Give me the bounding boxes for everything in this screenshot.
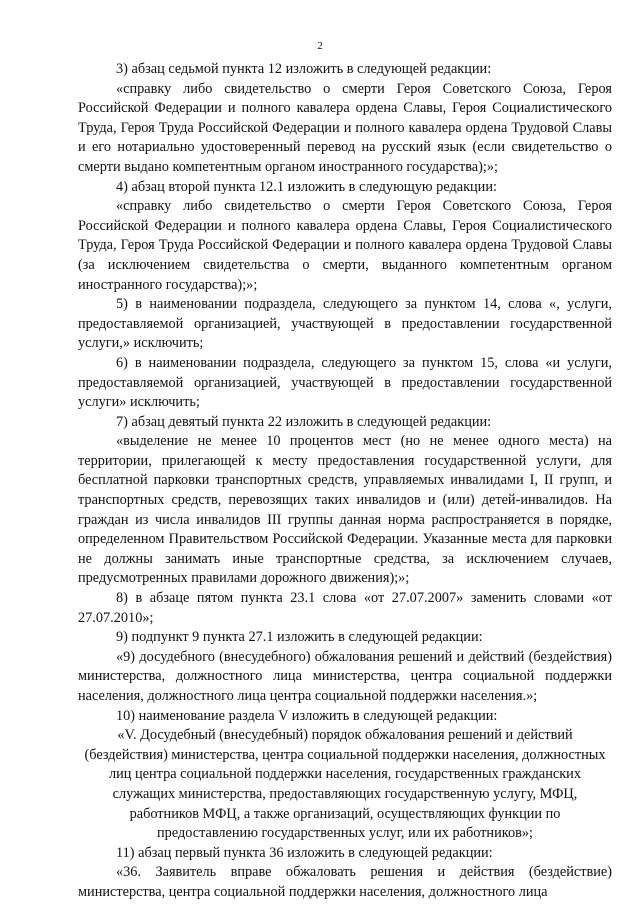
paragraph-quote-death-certificate: «справку либо свидетельство о смерти Героя Советского Союза, Героя Российской Федерации и полного кавалера ордена Славы, Героя Социалистического Труда, Героя Труда Российской Федерации и полного кавалера ордена Трудовой Славы и его нотариально удостоверенный перевод на русский язык (если свидетельство о смерти выдано компетентным органом иностранного государства);»; <box>78 80 612 175</box>
paragraph-item-5: 5) в наименовании подраздела, следующего за пунктом 14, слова «, услуги, предоставляемой организацией, участвующей в предоставлении государственной услуги,» исключить; <box>78 296 612 352</box>
paragraph-item-7: 7) абзац девятый пункта 22 изложить в следующей редакции: <box>116 413 492 430</box>
paragraph-quote-item-36: «36. Заявитель вправе обжаловать решения и действия (бездействие) министерства, центра социальной поддержки населения, должностного лица <box>78 864 612 900</box>
paragraph-quote-appeal: «9) досудебного (внесудебного) обжалования решений и действий (бездействия) министерства, должностного лица министерства, центра социальной поддержки населения, должностного лица центра социальной поддержки населения.»; <box>78 648 612 704</box>
section-v-heading: «V. Досудебный (внесудебный) порядок обжалования решений и действий (бездействия) министерства, центра социальной поддержки населения, должностных лиц центра социальной поддержки населения, государственных гражданских служащих министерства, предоставляющих государственную услугу, МФЦ, работников МФЦ, а также организаций, осуществляющих функции по предоставлению государственных услуг, или их работников»; <box>84 727 606 842</box>
paragraph-item-4: 4) абзац второй пункта 12.1 изложить в следующую редакции: <box>116 178 497 195</box>
paragraph-item-8: 8) в абзаце пятом пункта 23.1 слова «от 27.07.2007» заменить словами «от 27.07.2010»; <box>78 590 612 626</box>
page-number: 2 <box>317 40 323 52</box>
document-body <box>78 60 612 903</box>
paragraph-item-11: 11) абзац первый пункта 36 изложить в следующей редакции: <box>116 844 493 861</box>
paragraph-quote-parking: «выделение не менее 10 процентов мест (но не менее одного места) на территории, прилегающей к месту предоставления государственной услуги, для бесплатной парковки транспортных средств, управляемых инвалидами I, II групп, и транспортных средств, перевозящих таких инвалидов и (или) детей-инвалидов. На граждан из числа инвалидов III группы данная норма распространяется в порядке, определенном Правительством Российской Федерации. Указанные места для парковки не должны занимать иные транспортные средства, за исключением случаев, предусмотренных правилами дорожного движения);»; <box>78 433 612 587</box>
paragraph-item-10: 10) наименование раздела V изложить в следующей редакции: <box>116 707 498 724</box>
paragraph-item-6: 6) в наименовании подраздела, следующего за пунктом 15, слова «и услуги, предоставляемой организацией, участвующей в предоставлении государственной услуги» исключить; <box>78 354 612 411</box>
paragraph-item-9: 9) подпункт 9 пункта 27.1 изложить в следующей редакции: <box>116 629 483 646</box>
paragraph-quote-death-certificate-2: «справку либо свидетельство о смерти Героя Советского Союза, Героя Российской Федерации и полного кавалера ордена Славы, Героя Социалистического Труда, Героя Труда Российской Федерации и полного кавалера ордена Трудовой Славы (за исключением свидетельства о смерти, выданного компетентным органом иностранного государства);»; <box>78 198 612 293</box>
paragraph-item-3: 3) абзац седьмой пункта 12 изложить в следующей редакции: <box>116 61 492 77</box>
